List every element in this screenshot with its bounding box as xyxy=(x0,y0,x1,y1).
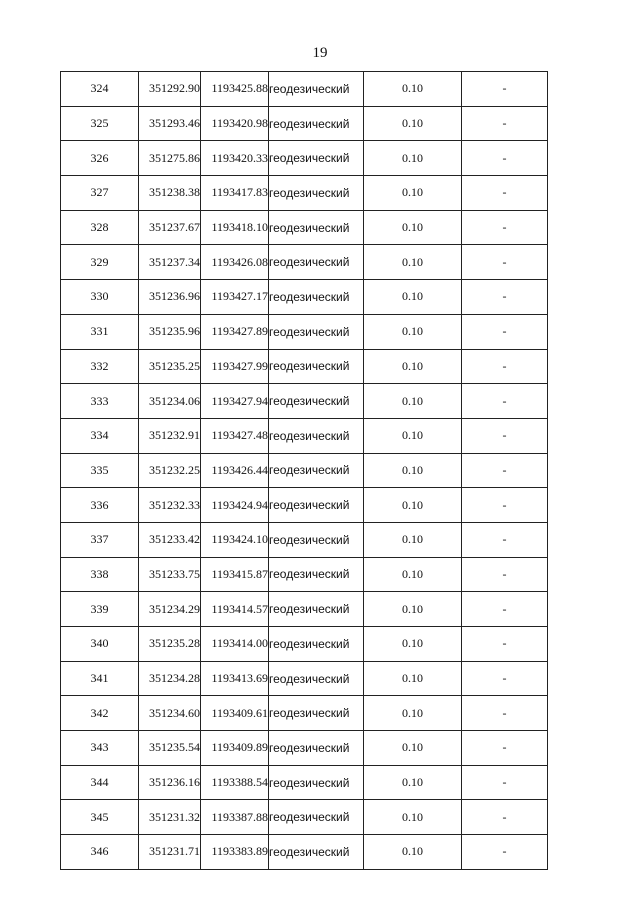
accuracy-cell: 0.10 xyxy=(364,349,462,384)
x-coordinate-cell: 351275.86 xyxy=(139,141,201,176)
x-coordinate-cell: 351233.75 xyxy=(139,557,201,592)
point-number-cell: 330 xyxy=(61,280,139,315)
x-coordinate-cell: 351234.28 xyxy=(139,661,201,696)
accuracy-cell: 0.10 xyxy=(364,210,462,245)
x-coordinate-cell: 351235.25 xyxy=(139,349,201,384)
accuracy-cell: 0.10 xyxy=(364,592,462,627)
y-coordinate-cell: 1193427.94 xyxy=(201,384,269,419)
point-number-cell: 334 xyxy=(61,418,139,453)
note-cell: - xyxy=(462,280,548,315)
point-number-cell: 336 xyxy=(61,488,139,523)
note-cell: - xyxy=(462,661,548,696)
y-coordinate-cell: 1193409.61 xyxy=(201,696,269,731)
y-coordinate-cell: 1193414.00 xyxy=(201,627,269,662)
method-cell: геодезический xyxy=(269,314,364,349)
y-coordinate-cell: 1193417.83 xyxy=(201,176,269,211)
accuracy-cell: 0.10 xyxy=(364,314,462,349)
point-number-cell: 332 xyxy=(61,349,139,384)
accuracy-cell: 0.10 xyxy=(364,661,462,696)
method-cell: геодезический xyxy=(269,141,364,176)
accuracy-cell: 0.10 xyxy=(364,627,462,662)
point-number-cell: 325 xyxy=(61,106,139,141)
y-coordinate-cell: 1193420.98 xyxy=(201,106,269,141)
y-coordinate-cell: 1193387.88 xyxy=(201,800,269,835)
method-cell: геодезический xyxy=(269,453,364,488)
table-row xyxy=(61,349,548,384)
point-number-cell: 342 xyxy=(61,696,139,731)
accuracy-cell: 0.10 xyxy=(364,141,462,176)
x-coordinate-cell: 351236.16 xyxy=(139,765,201,800)
y-coordinate-cell: 1193415.87 xyxy=(201,557,269,592)
point-number-cell: 343 xyxy=(61,731,139,766)
table-row xyxy=(61,835,548,870)
x-coordinate-cell: 351237.34 xyxy=(139,245,201,280)
x-coordinate-cell: 351232.91 xyxy=(139,418,201,453)
x-coordinate-cell: 351293.46 xyxy=(139,106,201,141)
x-coordinate-cell: 351232.33 xyxy=(139,488,201,523)
accuracy-cell: 0.10 xyxy=(364,418,462,453)
accuracy-cell: 0.10 xyxy=(364,280,462,315)
note-cell: - xyxy=(462,314,548,349)
page-number: 19 xyxy=(312,45,328,61)
x-coordinate-cell: 351235.28 xyxy=(139,627,201,662)
note-cell: - xyxy=(462,522,548,557)
table-row xyxy=(61,384,548,419)
method-cell: геодезический xyxy=(269,488,364,523)
table-row xyxy=(61,592,548,627)
x-coordinate-cell: 351234.06 xyxy=(139,384,201,419)
point-number-cell: 329 xyxy=(61,245,139,280)
method-cell: геодезический xyxy=(269,210,364,245)
accuracy-cell: 0.10 xyxy=(364,488,462,523)
y-coordinate-cell: 1193409.89 xyxy=(201,731,269,766)
table-row xyxy=(61,106,548,141)
note-cell: - xyxy=(462,349,548,384)
x-coordinate-cell: 351237.67 xyxy=(139,210,201,245)
point-number-cell: 346 xyxy=(61,835,139,870)
point-number-cell: 337 xyxy=(61,522,139,557)
y-coordinate-cell: 1193420.33 xyxy=(201,141,269,176)
table-row xyxy=(61,557,548,592)
x-coordinate-cell: 351233.42 xyxy=(139,522,201,557)
table-row xyxy=(61,418,548,453)
note-cell: - xyxy=(462,106,548,141)
accuracy-cell: 0.10 xyxy=(364,765,462,800)
table-row xyxy=(61,72,548,107)
method-cell: геодезический xyxy=(269,384,364,419)
note-cell: - xyxy=(462,488,548,523)
x-coordinate-cell: 351236.96 xyxy=(139,280,201,315)
accuracy-cell: 0.10 xyxy=(364,800,462,835)
note-cell: - xyxy=(462,731,548,766)
x-coordinate-cell: 351235.54 xyxy=(139,731,201,766)
y-coordinate-cell: 1193427.89 xyxy=(201,314,269,349)
point-number-cell: 335 xyxy=(61,453,139,488)
method-cell: геодезический xyxy=(269,106,364,141)
note-cell: - xyxy=(462,800,548,835)
y-coordinate-cell: 1193425.88 xyxy=(201,72,269,107)
note-cell: - xyxy=(462,72,548,107)
table-row xyxy=(61,661,548,696)
y-coordinate-cell: 1193424.10 xyxy=(201,522,269,557)
y-coordinate-cell: 1193418.10 xyxy=(201,210,269,245)
note-cell: - xyxy=(462,210,548,245)
note-cell: - xyxy=(462,592,548,627)
table-row xyxy=(61,141,548,176)
table-row xyxy=(61,453,548,488)
method-cell: геодезический xyxy=(269,800,364,835)
note-cell: - xyxy=(462,453,548,488)
method-cell: геодезический xyxy=(269,522,364,557)
x-coordinate-cell: 351292.90 xyxy=(139,72,201,107)
point-number-cell: 333 xyxy=(61,384,139,419)
point-number-cell: 326 xyxy=(61,141,139,176)
y-coordinate-cell: 1193426.44 xyxy=(201,453,269,488)
x-coordinate-cell: 351231.32 xyxy=(139,800,201,835)
point-number-cell: 339 xyxy=(61,592,139,627)
note-cell: - xyxy=(462,141,548,176)
method-cell: геодезический xyxy=(269,696,364,731)
method-cell: геодезический xyxy=(269,418,364,453)
note-cell: - xyxy=(462,627,548,662)
table-row xyxy=(61,210,548,245)
accuracy-cell: 0.10 xyxy=(364,245,462,280)
method-cell: геодезический xyxy=(269,661,364,696)
table-row xyxy=(61,731,548,766)
method-cell: геодезический xyxy=(269,245,364,280)
table-row xyxy=(61,488,548,523)
point-number-cell: 327 xyxy=(61,176,139,211)
table-row xyxy=(61,280,548,315)
point-number-cell: 338 xyxy=(61,557,139,592)
accuracy-cell: 0.10 xyxy=(364,557,462,592)
method-cell: геодезический xyxy=(269,557,364,592)
point-number-cell: 345 xyxy=(61,800,139,835)
method-cell: геодезический xyxy=(269,835,364,870)
y-coordinate-cell: 1193427.17 xyxy=(201,280,269,315)
method-cell: геодезический xyxy=(269,176,364,211)
accuracy-cell: 0.10 xyxy=(364,106,462,141)
point-number-cell: 341 xyxy=(61,661,139,696)
method-cell: геодезический xyxy=(269,280,364,315)
method-cell: геодезический xyxy=(269,349,364,384)
method-cell: геодезический xyxy=(269,765,364,800)
accuracy-cell: 0.10 xyxy=(364,731,462,766)
method-cell: геодезический xyxy=(269,627,364,662)
x-coordinate-cell: 351231.71 xyxy=(139,835,201,870)
accuracy-cell: 0.10 xyxy=(364,522,462,557)
accuracy-cell: 0.10 xyxy=(364,835,462,870)
note-cell: - xyxy=(462,696,548,731)
accuracy-cell: 0.10 xyxy=(364,453,462,488)
accuracy-cell: 0.10 xyxy=(364,176,462,211)
table-row xyxy=(61,522,548,557)
y-coordinate-cell: 1193424.94 xyxy=(201,488,269,523)
point-number-cell: 340 xyxy=(61,627,139,662)
y-coordinate-cell: 1193426.08 xyxy=(201,245,269,280)
point-number-cell: 331 xyxy=(61,314,139,349)
note-cell: - xyxy=(462,835,548,870)
note-cell: - xyxy=(462,418,548,453)
table-row xyxy=(61,627,548,662)
x-coordinate-cell: 351238.38 xyxy=(139,176,201,211)
accuracy-cell: 0.10 xyxy=(364,72,462,107)
note-cell: - xyxy=(462,557,548,592)
table-row xyxy=(61,800,548,835)
table-row xyxy=(61,765,548,800)
y-coordinate-cell: 1193427.48 xyxy=(201,418,269,453)
note-cell: - xyxy=(462,384,548,419)
accuracy-cell: 0.10 xyxy=(364,384,462,419)
table-row xyxy=(61,314,548,349)
note-cell: - xyxy=(462,765,548,800)
y-coordinate-cell: 1193413.69 xyxy=(201,661,269,696)
table-row xyxy=(61,696,548,731)
method-cell: геодезический xyxy=(269,731,364,766)
table-row xyxy=(61,176,548,211)
y-coordinate-cell: 1193388.54 xyxy=(201,765,269,800)
point-number-cell: 324 xyxy=(61,72,139,107)
point-number-cell: 328 xyxy=(61,210,139,245)
coordinates-table xyxy=(60,71,548,870)
y-coordinate-cell: 1193383.89 xyxy=(201,835,269,870)
x-coordinate-cell: 351232.25 xyxy=(139,453,201,488)
method-cell: геодезический xyxy=(269,592,364,627)
table-row xyxy=(61,245,548,280)
accuracy-cell: 0.10 xyxy=(364,696,462,731)
x-coordinate-cell: 351235.96 xyxy=(139,314,201,349)
x-coordinate-cell: 351234.29 xyxy=(139,592,201,627)
point-number-cell: 344 xyxy=(61,765,139,800)
method-cell: геодезический xyxy=(269,72,364,107)
note-cell: - xyxy=(462,176,548,211)
x-coordinate-cell: 351234.60 xyxy=(139,696,201,731)
note-cell: - xyxy=(462,245,548,280)
y-coordinate-cell: 1193414.57 xyxy=(201,592,269,627)
y-coordinate-cell: 1193427.99 xyxy=(201,349,269,384)
coordinates-table-body xyxy=(61,72,548,870)
